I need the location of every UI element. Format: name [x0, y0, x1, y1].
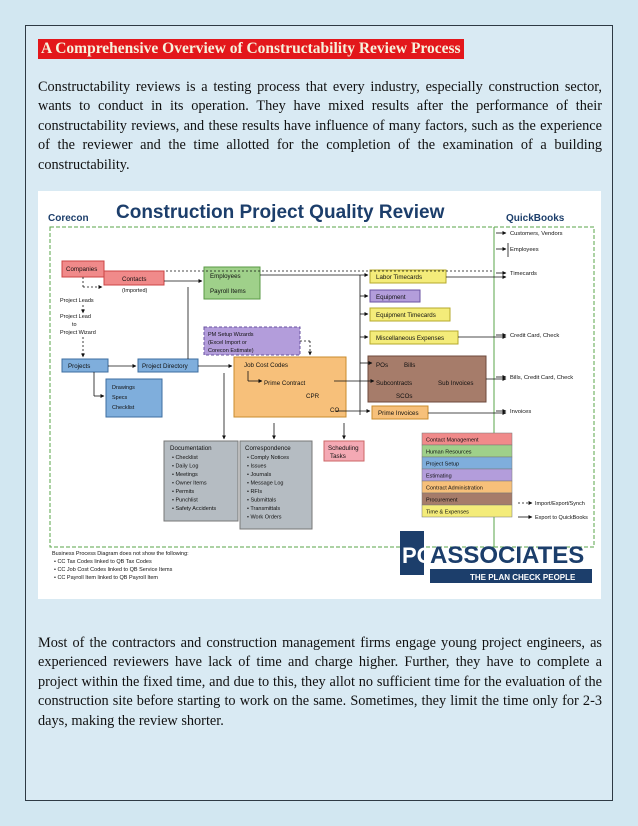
documentation-item: • Punchlist [172, 497, 198, 504]
document-page [25, 25, 613, 801]
documentation-item: • Safety Accidents [172, 506, 217, 512]
logo-initials: PC [402, 543, 433, 568]
misc-expenses-label: Miscellaneous Expenses [376, 335, 445, 342]
cpr-label: CPR [306, 393, 320, 400]
correspondence-item: • RFIs [247, 489, 263, 495]
sync-legend-label: Export to QuickBooks [535, 515, 588, 521]
payroll-items-label: Payroll Items [210, 288, 246, 295]
intro-paragraph: Constructability reviews is a testing process that every industry, especially construction sector, wants to conduct in its operation. They have mixed results after the performance of their constructability reviews, and these results have influence of many factors, such as the experience of the reviewer and the time allotted for the completion of the examination of a building constructability. [38, 79, 602, 173]
quickbooks-label: QuickBooks [506, 213, 565, 224]
legend-label: Contact Management [426, 437, 479, 444]
process-diagram [38, 191, 601, 599]
documentation-item: • Checklist [172, 455, 198, 461]
correspondence-item: • Issues [247, 463, 267, 470]
to-label: to [72, 322, 77, 328]
quickbooks-item: Bills, Credit Card, Check [510, 375, 574, 381]
legend-label: Project Setup [426, 461, 460, 468]
notes-title: Business Process Diagram does not show the following: [52, 551, 189, 557]
documentation-item: • Meetings [172, 472, 198, 478]
documentation-title: Documentation [170, 445, 212, 452]
pm-setup-label-1: PM Setup Wizards [208, 332, 254, 338]
logo-name: ASSOCIATES [430, 542, 585, 569]
documentation-item: • Owner Items [172, 480, 207, 487]
scos-label: SCOs [396, 393, 413, 400]
pm-setup-label-3: Corecon Estimate) [208, 348, 254, 354]
documentation-item: • Daily Log [172, 463, 199, 470]
specs-item: Specs [112, 395, 128, 401]
job-cost-codes-label: Job Cost Codes [244, 362, 289, 369]
quickbooks-item: Invoices [510, 409, 532, 415]
correspondence-item: • Transmittals [247, 506, 281, 512]
corecon-label: Corecon [48, 213, 89, 224]
quickbooks-item: Timecards [510, 271, 537, 277]
documentation-item: • Permits [172, 489, 195, 495]
diagram-title: Construction Project Quality Review [116, 202, 445, 223]
employees-label: Employees [210, 273, 241, 280]
prime-invoices-label: Prime Invoices [378, 410, 419, 417]
bills-label: Bills [404, 362, 416, 369]
pc-associates-logo [400, 531, 592, 583]
legend-label: Human Resources [426, 449, 472, 456]
scheduling-label: Scheduling [328, 445, 359, 452]
project-leads-label: Project Leads [60, 298, 94, 304]
sync-legend-label: Import/Export/Synch [535, 501, 585, 507]
correspondence-item: • Work Orders [247, 514, 282, 521]
quickbooks-item: Customers, Vendors [510, 231, 563, 237]
labor-timecards-label: Labor Timecards [376, 274, 423, 281]
drawings-item: Drawings [112, 385, 135, 391]
contacts-label: Contacts [122, 276, 147, 283]
project-wizard-label: Project Wizard [60, 330, 96, 336]
sub-invoices-label: Sub Invoices [438, 380, 474, 387]
correspondence-title: Correspondence [245, 445, 291, 452]
legend-label: Procurement [426, 497, 458, 504]
co-label: CO [330, 407, 340, 414]
legend-label: Time & Expenses [426, 509, 469, 516]
legend-label: Contract Administration [426, 485, 483, 492]
tasks-label: Tasks [330, 453, 346, 460]
prime-contract-label: Prime Contract [264, 380, 306, 387]
companies-label: Companies [66, 266, 98, 273]
correspondence-item: • Submittals [247, 497, 277, 504]
correspondence-item: • Message Log [247, 480, 284, 487]
article-heading: A Comprehensive Overview of Constructability Review Process [38, 39, 464, 59]
pm-setup-label-2: (Excel Import or [208, 340, 247, 346]
note-item: • CC Payroll Item linked to QB Payroll Item [54, 575, 159, 581]
project-lead-to-label: Project Lead [60, 314, 91, 320]
equipment-label: Equipment [376, 294, 406, 301]
correspondence-item: • Journals [247, 472, 272, 478]
equipment-timecards-label: Equipment Timecards [376, 312, 436, 319]
project-directory-label: Project Directory [142, 363, 188, 370]
closing-paragraph: Most of the contractors and construction management firms engage young project engineers, as experienced reviewers have lack of time and charge higher. Further, they have to complete a project within the fixed time, and due to this, they allot no sufficient time for the evaluation of the construction site before starting to work on the same. Sometimes, they limit the time only for 2-3 days, making the review shorter. [38, 635, 602, 729]
checklist-item: Checklist [112, 405, 135, 411]
quickbooks-item: Credit Card, Check [510, 333, 560, 339]
imported-label: (Imported) [122, 288, 148, 294]
correspondence-item: • Comply Notices [247, 455, 289, 461]
legend-label: Estimating [426, 473, 452, 480]
subcontracts-label: Subcontracts [376, 380, 413, 387]
note-item: • CC Tax Codes linked to QB Tax Codes [54, 559, 152, 565]
note-item: • CC Job Cost Codes linked to QB Service Items [54, 567, 173, 573]
logo-tagline: THE PLAN CHECK PEOPLE [470, 573, 576, 582]
projects-label: Projects [68, 363, 91, 370]
quickbooks-item: Employees [510, 247, 539, 253]
pos-label: POs [376, 362, 389, 369]
